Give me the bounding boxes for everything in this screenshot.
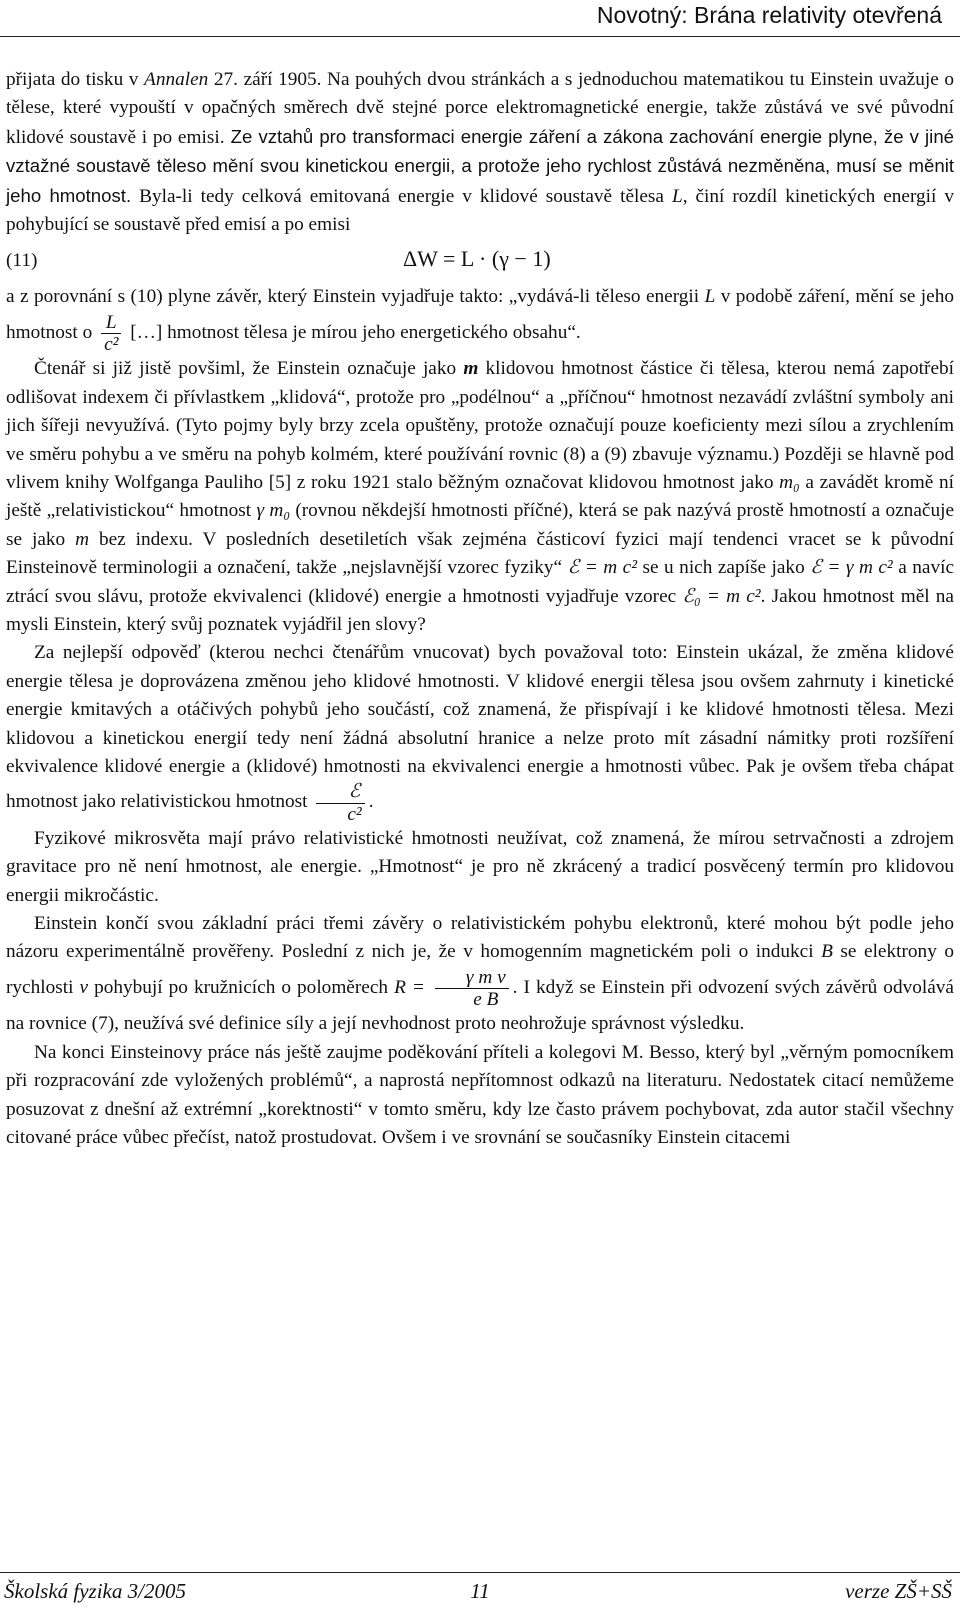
text: Ze vztahů pro transformaci energie záření a zákona zachování energie plyne, že v jiné vztažné soustavě těleso mění svou kinetickou energii, a protože jeho rychlost zůstává nezměněna, musí se měnit jeho hmotnost.: [6, 125, 955, 206]
equation-number: (11): [6, 250, 38, 272]
text: Byla-li tedy celková emitovaná energie v klidové soustavě tělesa: [131, 185, 672, 207]
fraction-denominator: c²: [104, 334, 119, 356]
journal-issue: Školská fyzika 3/2005: [4, 1579, 186, 1603]
text: .: [368, 791, 374, 813]
text: . Jakou hmotnost měl na mysli Einstein, který svůj poznatek vyjádřil jen slovy?: [6, 585, 954, 635]
symbol: L: [671, 185, 683, 207]
symbol: m₀: [779, 471, 800, 493]
text: Za nejlepší odpověď (kterou nechci čtenářům vnucovat) bych považoval toto: Einstein ukázal, že změna klidové energie tělesa je doprovázena změnou jeho klidové hmotnosti. V klidové energii tělesa jsou ovšem zahrnuty i kinetické energie kmitavých a otáčivých pohybů jeho součástí, což znamená, že přispívají i ke klidové hmotnosti tělesa. Mezi klidovou a kinetickou energií tedy není žádná absolutní hranice a nelze proto mít zásadní námitky proti rozšíření ekvivalence klidové energie a (klidové) hmotnosti na ekvivalenci energie a hmotnosti vůbec. Pak je ovšem třeba chápat hmotnost jako relativistickou hmotnost: [6, 642, 954, 813]
paragraph: [6, 825, 954, 910]
paragraph: [6, 910, 954, 1039]
journal-name: Annalen: [144, 69, 209, 90]
text: bez indexu. V posledních desetiletích však zejména částicoví fyzici mají tendenci vracet se k původní Einsteinově terminologii a označení, takže „nejslavnější vzorec fyziky“: [6, 528, 954, 579]
symbol: m: [75, 528, 90, 550]
formula: ℰ₀ = m c²: [682, 585, 761, 607]
symbol: m: [463, 358, 479, 380]
fraction: [435, 967, 509, 1010]
text: se elektrony o rychlosti: [6, 941, 954, 998]
text: klidovou hmotnost částice či tělesa, kterou nemá zapotřebí odlišovat indexem či přívlastkem „klidová“, protože pro „podélnou“ a „příčnou“ hmotnost nezavádí zvláštní symboly ani jich šířeji nevyužívá. (Tyto pojmy byly brzy zcela opuštěny, protože označují pouze koeficienty mezi sílou a zrychlením ve směru pohybu a ve směru na pohyb kolmém, které používání rovnic (8) a (9) zbavuje významu.) Později se hlavně pod vlivem knihy Wolfganga Pauliho [5] z roku 1921 stalo běžným označovat klidovou hmotnost jako: [6, 358, 955, 493]
text: přijata do tisku v: [6, 69, 145, 90]
article-body: [6, 66, 954, 1152]
running-title: Novotný: Brána relativity otevřená: [596, 2, 942, 28]
formula: ℰ = m c²: [567, 557, 638, 579]
fraction-denominator: c²: [347, 803, 362, 825]
fraction: [316, 781, 364, 824]
fraction-numerator: ℰ: [316, 781, 364, 803]
fraction-denominator: e B: [473, 989, 499, 1011]
symbol: R =: [394, 976, 431, 998]
text: 27. září 1905. Na pouhých dvou stránkách a s jednoduchou matematikou tu Einstein uvažuje o tělese, které vypouští v opačných směrech dvě stejné porce elektromagnetické energie, takže zůstává ve své původní klidové soustavě i po emisi.: [6, 69, 955, 148]
symbol: v: [79, 976, 89, 998]
equation-11: [6, 241, 954, 279]
paragraph: [6, 1039, 954, 1153]
fraction-numerator: γ m v: [435, 967, 509, 989]
paragraph: [6, 283, 954, 355]
text: Einstein končí svou základní práci třemi závěry o relativistickém pohybu elektronů, které mohou být podle jeho názoru experimentálně prověřeny. Poslední z nich je, že v homogenním magnetickém poli o indukci: [6, 913, 954, 963]
paragraph: [6, 66, 954, 239]
paragraph: [6, 639, 954, 824]
text: pohybují po kružnicích o poloměrech: [88, 976, 395, 998]
text: , činí rozdíl kinetických energií v pohybující se soustavě před emisí a po emisi: [6, 185, 954, 236]
symbol: L: [704, 286, 716, 308]
fraction: [101, 312, 121, 355]
equation-formula: ΔW = L · (γ − 1): [403, 246, 551, 272]
edition-label: verze ZŠ+SŠ: [845, 1579, 952, 1603]
text: a navíc ztrácí svou slávu, protože ekvivalenci (klidové) energie a hmotnosti vyjadřuje vzorec: [6, 557, 955, 607]
text: Fyzikové mikrosvěta mají právo relativistické hmotnosti neužívat, což znamená, že mírou setrvačnosti a zdrojem gravitace pro ně není hmotnost, ale energie. „Hmotnost“ je pro ně zkrácený a tradicí posvěcený termín pro klidovou energii mikročástic.: [6, 827, 954, 906]
page-header: [0, 0, 960, 37]
text: . I když se Einstein při odvození svých závěrů odvolává na rovnice (7), neužívá své definice síly a její nevhodnost proto neohrožuje správnost výsledku.: [6, 976, 954, 1035]
text: se u nich zapíše jako: [637, 557, 811, 579]
fraction-numerator: L: [101, 312, 121, 334]
text: a zavádět kromě ní ještě „relativistickou“ hmotnost: [6, 471, 954, 522]
page-number: 11: [470, 1579, 490, 1603]
text: […] hmotnost tělesa je mírou jeho energetického obsahu“.: [125, 321, 581, 343]
text: Čtenář si již jistě povšiml, že Einstein označuje jako: [34, 358, 464, 380]
text: Na konci Einsteinovy práce nás ještě zaujme poděkování příteli a kolegovi M. Besso, který byl „věrným pomocníkem při rozpracování zde vyložených problémů“, a naprostá nepřítomnost odkazů na literaturu. Nedostatek citací nemůžeme posuzovat z dnešní až extrémní „korektnosti“ v tomto směru, kdy lze často právem pochybovat, zda autor stačil všechny citované práce vůbec přečíst, natož prostudovat. Ovšem i ve srovnání se současníky Einstein citacemi: [6, 1041, 954, 1148]
paragraph: [6, 355, 954, 639]
symbol: B: [821, 941, 833, 963]
symbol: γ m₀: [256, 500, 291, 522]
text: (rovnou někdejší hmotnosti příčné), která se pak nazývá prostě hmotností a označuje se jako: [6, 500, 954, 550]
text: v podobě záření, mění se jeho hmotnost o: [6, 286, 954, 343]
formula: ℰ = γ m c²: [810, 557, 893, 579]
text: a z porovnání s (10) plyne závěr, který Einstein vyjadřuje takto: „vydává-li těleso energii: [6, 286, 705, 308]
page-footer: [0, 1572, 960, 1613]
